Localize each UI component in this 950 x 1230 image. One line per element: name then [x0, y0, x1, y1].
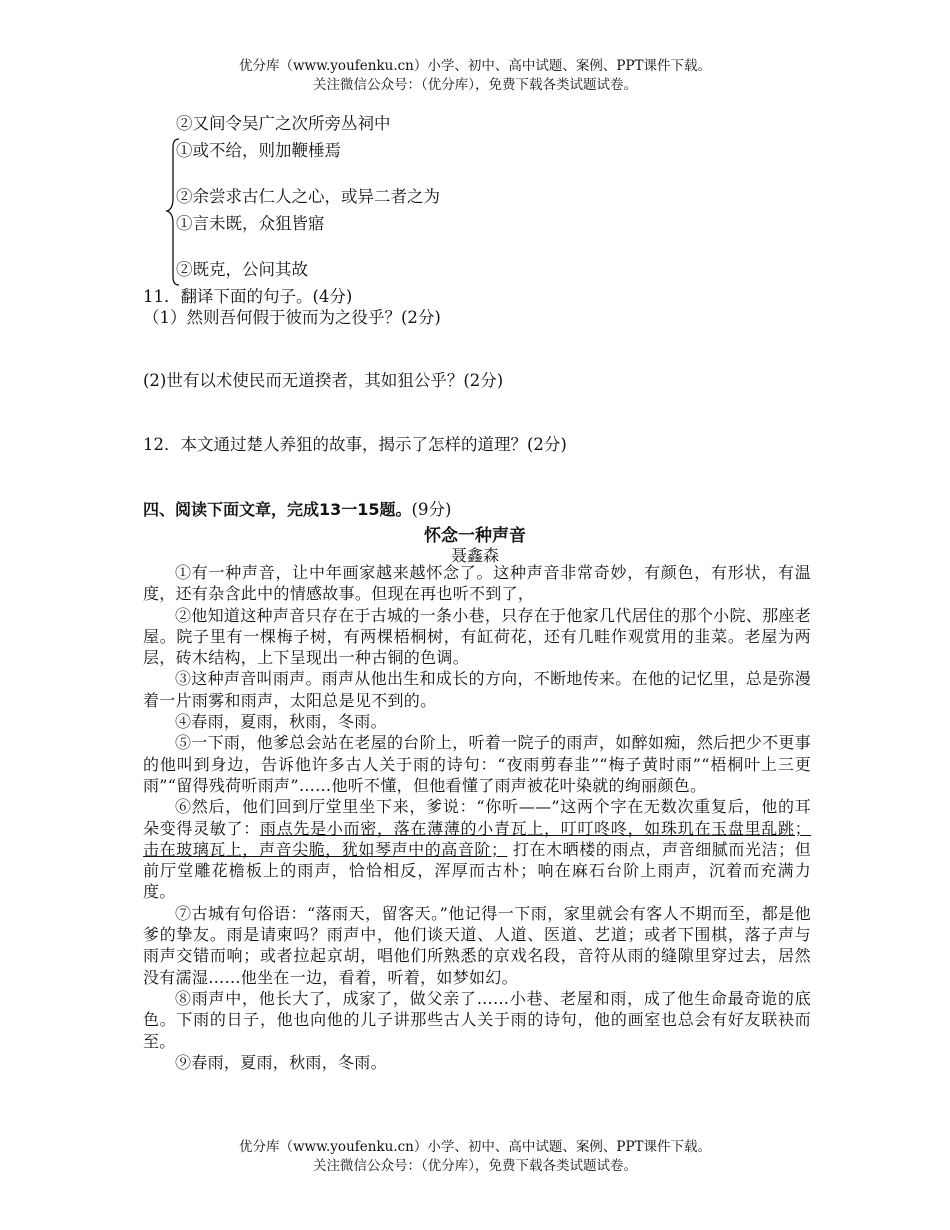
page-header — [0, 57, 950, 95]
article-paragraph-7: ⑦古城有句俗语：“落雨天，留客天。”他记得一下雨，家里就会有客人不期而至，都是他爹的挚友。雨是请柬吗？雨声中，他们谈天道、人道、医道、艺道；或者下围棋，落子声与雨声交错而响；或者拉起京胡，唱他们所熟悉的京戏名段，音符从雨的缝隙里穿过去，居然没有濡湿……他坐在一边，看着，听着，如梦如幻。 — [143, 903, 811, 987]
q11-sub-1: （1）然则吾何假于彼而为之役乎？(2分) — [143, 308, 441, 327]
paragraph-6-tail: 打在木晒楼的雨点，声音细腻而光洁；但前厅堂雕花檐板上的雨声，恰恰相反，浑厚而古朴；响在麻石台阶上雨声，沉着而充满力度。 — [143, 839, 811, 902]
article-author: 聂鑫森 — [450, 546, 499, 565]
article-paragraph-8: ⑧雨声中，他长大了，成家了，做父亲了……小巷、老屋和雨，成了他生命最奇诡的底色。下雨的日子，他也向他的儿子讲那些古人关于雨的诗句，他的画室也总会有好友联袂而至。 — [143, 988, 811, 1051]
article-paragraph-3: ③这种声音叫雨声。雨声从他出生和成长的方向，不断地传来。在他的记忆里，总是弥漫着一片雨雾和雨声，太阳总是见不到的。 — [143, 669, 811, 710]
header-line-2: 关注微信公众号：（优分库），免费下载各类试题试卷。 — [313, 77, 637, 93]
q10-item-2: ①或不给，则加鞭棰焉 — [176, 141, 341, 160]
q12-question: 12．本文通过楚人养狙的故事，揭示了怎样的道理？(2分) — [143, 435, 567, 454]
page-footer — [0, 1138, 950, 1176]
q10-item-1: ②又间令吴广之次所旁丛祠中 — [176, 114, 391, 133]
section-4-heading — [143, 499, 451, 521]
paragraph-6-lead: ⑥然后，他们回到厅堂里坐下来，爹说：“你听——”这两个字在无数次重复后，他的耳朵变得灵敏了： — [143, 797, 811, 838]
section-4-score: (9分) — [411, 500, 452, 519]
q10-item-4: ①言未既，众狙皆寤 — [176, 214, 325, 233]
article-title: 怀念一种声音 — [424, 526, 526, 546]
article-paragraph-9: ⑨春雨，夏雨，秋雨，冬雨。 — [175, 1052, 387, 1072]
header-line-1: 优分库（www.youfenku.cn）小学、初中、高中试题、案例、PPT课件下载。 — [238, 58, 712, 74]
footer-line-1: 优分库（www.youfenku.cn）小学、初中、高中试题、案例、PPT课件下载。 — [238, 1139, 712, 1155]
q10-item-5: ②既克，公问其故 — [176, 260, 308, 279]
q10-item-3: ②余尝求古仁人之心，或异二者之为 — [176, 187, 440, 206]
section-4-label: 四、阅读下面文章，完成13一15题。 — [143, 500, 412, 519]
article-paragraph-6 — [143, 796, 811, 902]
article-paragraph-5: ⑤一下雨，他爹总会站在老屋的台阶上，听着一院子的雨声，如醉如痴，然后把少不更事的他叫到身边，告诉他许多古人关于雨的诗句：“夜雨剪春韭”“梅子黄时雨”“梧桐叶上三更雨”“留得残荷听雨声”……他听不懂，但他看懂了雨声被花叶染就的绚丽颜色。 — [143, 733, 811, 795]
footer-line-2: 关注微信公众号：（优分库），免费下载各类试题试卷。 — [313, 1158, 637, 1174]
article-paragraph-2: ②他知道这种声音只存在于古城的一条小巷，只存在于他家几代居住的那个小院、那座老屋。院子里有一棵梅子树，有两棵梧桐树，有缸荷花，还有几畦作观赏用的韭菜。老屋为两层，砖木结构，上下呈现出一种古铜的色调。 — [143, 605, 811, 668]
q11-sub-2: (2)世有以术使民而无道揆者，其如狙公乎？(2分) — [143, 371, 504, 390]
article-paragraph-4: ④春雨，夏雨，秋雨，冬雨。 — [175, 712, 387, 732]
article-body — [143, 562, 811, 1073]
q11-title: 11．翻译下面的句子。(4分) — [143, 287, 353, 306]
paragraph-6-underlined: 雨点先是小而密，落在薄薄的小青瓦上，叮叮咚咚，如珠玑在玉盘里乱跳；击在玻璃瓦上，声音尖脆，犹如琴声中的高音阶； — [143, 818, 812, 859]
article-paragraph-1: ①有一种声音，让中年画家越来越怀念了。这种声音非常奇妙，有颜色，有形状，有温度，还有杂含此中的情感故事。但现在再也听不到了， — [143, 563, 811, 604]
